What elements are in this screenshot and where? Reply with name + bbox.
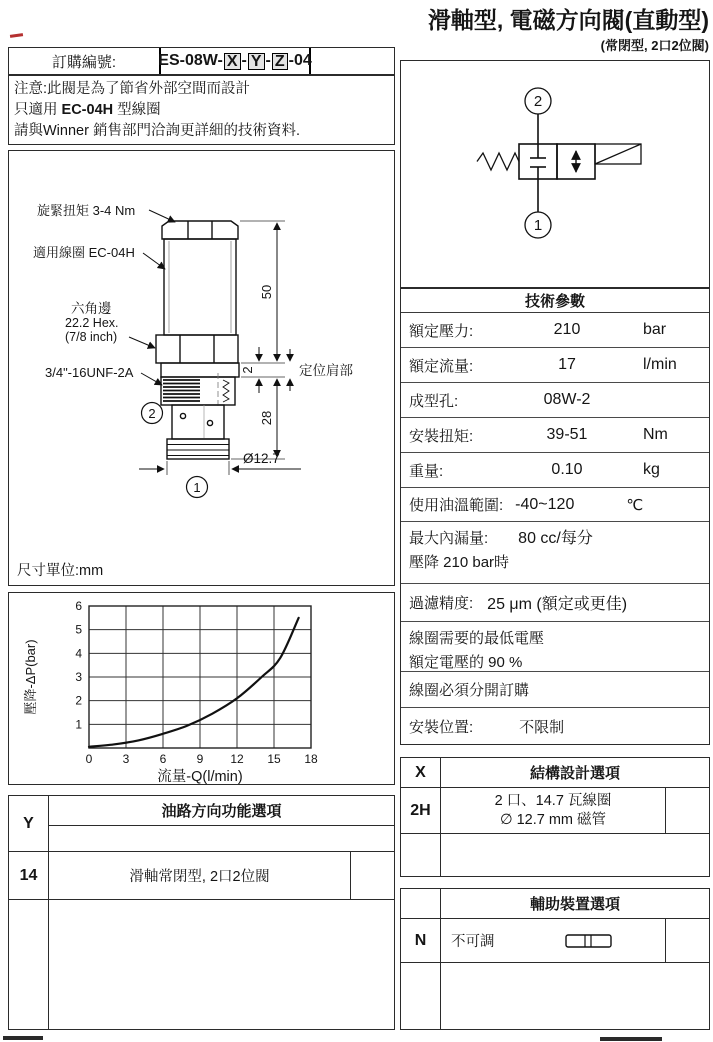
spec-note: 線圈必須分開訂購 [409,682,530,699]
order-number-row [8,47,395,75]
dim-28-label: 28 [259,410,274,426]
svg-text:9: 9 [196,752,204,766]
x-table-empty-area [401,834,709,876]
spec-label: 重量: [409,462,444,480]
spec-row-coil-min-voltage [401,622,709,672]
spec-label: 額定流量: [409,357,474,375]
structural-design-options-table [400,757,710,877]
hex-label-line2: 22.2 Hex. [65,316,119,330]
symbol-port-1-label: 1 [533,217,543,234]
hydraulic-symbol-svg [401,61,709,287]
x-table-row-2h [401,788,709,834]
lock-nut-icon [565,933,613,949]
y-table-key: Y [9,796,49,851]
spec-value: 80 cc/每分 [518,530,593,547]
hex-label-line3: (7/8 inch) [65,330,118,344]
order-code-suffix: -04 [288,52,312,69]
order-code-x-box: X [224,53,241,70]
svg-text:12: 12 [230,752,244,766]
page-title-sub: (常閉型, 2口2位閥) [600,38,709,53]
spec-value: -40~120 [515,495,575,513]
svg-text:18: 18 [304,752,318,766]
x-table-key: X [401,758,441,787]
x-row-empty-cell [665,788,709,833]
valve-drawing-svg [9,151,394,585]
y-row-empty-cell [350,852,394,899]
note-line-1: 注意:此閥是為了節省外部空間而設計 [14,81,251,97]
aux-table-header [401,889,709,919]
y-row-code: 14 [9,852,49,899]
valve-internal-spring [223,380,229,402]
spec-label: 安裝扭矩: [409,427,474,445]
page-title-main: 滑軸型, 電磁方向閥(直動型) [427,7,709,33]
spec-unit: Nm [643,426,668,443]
pressure-drop-chart-svg [9,593,394,784]
hex-label-line1: 六角邊 [71,301,112,316]
spec-label: 最大內漏量: [409,530,489,547]
valve-hex-section [156,335,238,363]
dim-50-label: 50 [259,284,274,300]
valve-locating-shoulder [161,363,239,377]
symbol-solenoid-slash [595,144,641,164]
order-row-empty-cell [311,48,394,74]
spec-row-max-leakage [401,522,709,584]
spec-note: 線圈需要的最低電壓 [409,630,545,647]
svg-text:1: 1 [75,717,82,732]
dim-2-label: 2 [240,366,255,374]
spec-row-cavity [401,383,709,418]
spec-value: 17 [558,356,576,373]
spec-unit: kg [643,461,660,478]
spec-value: 210 [553,321,581,338]
spec-unit: ℃ [626,496,644,514]
spec-value: 不限制 [519,718,565,736]
order-number-label: 訂購編號: [51,53,117,71]
aux-row-code: N [401,919,441,962]
spec-label: 額定壓力: [409,322,474,340]
svg-text:4: 4 [75,646,82,661]
page-title [428,2,709,54]
order-code-sep: - [241,52,247,69]
port-1-marker: 1 [193,480,201,495]
note-line-2 [14,100,389,121]
order-code-y-box: Y [248,53,265,70]
dimension-labels [240,285,353,466]
valve-cross-hole [180,413,185,418]
order-code-z-box: Z [272,53,288,70]
order-code-sep: - [265,52,271,69]
drawing-callouts [33,203,175,385]
diameter-label: Ø12.7 [243,451,280,466]
aux-table-row-n [401,919,709,963]
order-code [159,48,311,74]
auxiliary-device-options-table [400,888,710,1030]
spec-label: 使用油溫範圍: [409,497,504,514]
valve-spool-section [172,405,224,439]
x-table-header [401,758,709,788]
aux-table-title: 輔助裝置選項 [529,896,620,913]
note-line-2-coil-type: EC-04H [61,102,114,118]
spec-label: 安裝位置: [409,718,474,736]
svg-text:2: 2 [75,693,82,708]
note-line-2-pre: 只適用 [14,102,62,118]
aux-table-key-empty [401,889,441,918]
tech-table-header: 技術參數 [401,289,709,313]
svg-text:壓降-ΔP(bar): 壓降-ΔP(bar) [23,639,38,715]
svg-text:6: 6 [75,599,82,613]
y-table-title: 油路方向功能選項 [49,796,394,826]
valve-nose [167,439,229,459]
svg-text:3: 3 [75,670,82,684]
y-table-header [9,796,394,852]
red-mark-artifact [10,33,23,38]
units-label: 尺寸單位:mm [17,563,104,579]
spec-row-filtration [401,584,709,622]
aux-row-empty-cell [665,919,709,962]
spec-label: 成型孔: [409,392,459,410]
footer-text-cropped-left [3,1036,43,1040]
footer-text-cropped-right [600,1037,662,1041]
valve-coil-tube [164,239,236,335]
coil-label: 適用線圈 EC-04H [33,245,135,260]
spec-value: 0.10 [551,461,583,478]
symbol-port-2-label: 2 [533,93,543,110]
spec-condition: 壓降 210 bar時 [409,554,510,571]
x-row-description: 2 口、14.7 瓦線圈 ∅ 12.7 mm 磁管 [494,792,612,828]
spec-value: 08W-2 [543,391,591,408]
y-table-row-14 [9,852,394,900]
spec-label: 過濾精度: [409,595,474,612]
y-table-header-empty-strip [49,826,394,851]
pressure-drop-chart-panel [8,592,395,785]
y-row-description: 滑軸常閉型, 2口2位閥 [129,869,270,885]
valve-drawing-panel [8,150,395,586]
spec-value: 25 μm (額定或更佳) [487,596,628,613]
symbol-spring [477,153,519,170]
valve-thread-hatch [163,380,200,401]
spec-note: 額定電壓的 90 % [409,654,523,671]
flow-function-options-table [8,795,395,1030]
spec-row-oil-temperature [401,488,709,522]
shoulder-label: 定位肩部 [299,363,353,378]
torque-label: 旋緊扭矩 3-4 Nm [37,203,136,218]
svg-text:流量-Q(l/min): 流量-Q(l/min) [157,769,243,784]
aux-table-empty-area [401,963,709,1029]
thread-label: 3/4"-16UNF-2A [45,365,134,380]
valve-symbol [477,88,641,238]
svg-text:0: 0 [85,752,93,766]
dimension-extension-lines [167,221,285,475]
spec-row-rated-pressure [401,313,709,348]
y-table-empty-area [9,900,394,1029]
spec-row-installation-torque [401,418,709,453]
spec-row-coil-order-note [401,672,709,708]
spec-row-weight [401,453,709,488]
spec-row-rated-flow [401,348,709,383]
valve-cartridge-outline [156,221,239,459]
note-box [8,75,395,145]
x-row-code: 2H [401,788,441,833]
spec-row-mounting-position [401,708,709,744]
note-line-3: 請與Winner 銷售部門洽詢更詳細的技術資料. [14,123,300,139]
spec-unit: l/min [643,356,677,373]
port-2-marker: 2 [148,406,156,421]
svg-text:15: 15 [267,752,281,766]
aux-row-description: 不可調 [441,919,665,962]
note-line-2-post: 型線圈 [113,102,161,118]
valve-top-nut [162,221,238,239]
svg-text:6: 6 [159,752,167,766]
spec-value: 39-51 [546,426,588,443]
svg-text:3: 3 [122,752,130,766]
valve-cross-hole [207,420,212,425]
x-table-title: 結構設計選項 [529,765,620,782]
hydraulic-symbol-panel [400,60,710,288]
svg-text:5: 5 [75,622,82,637]
spec-unit: bar [643,321,667,338]
order-code-prefix: ES-08W- [158,52,223,69]
technical-parameters-table [400,288,710,745]
